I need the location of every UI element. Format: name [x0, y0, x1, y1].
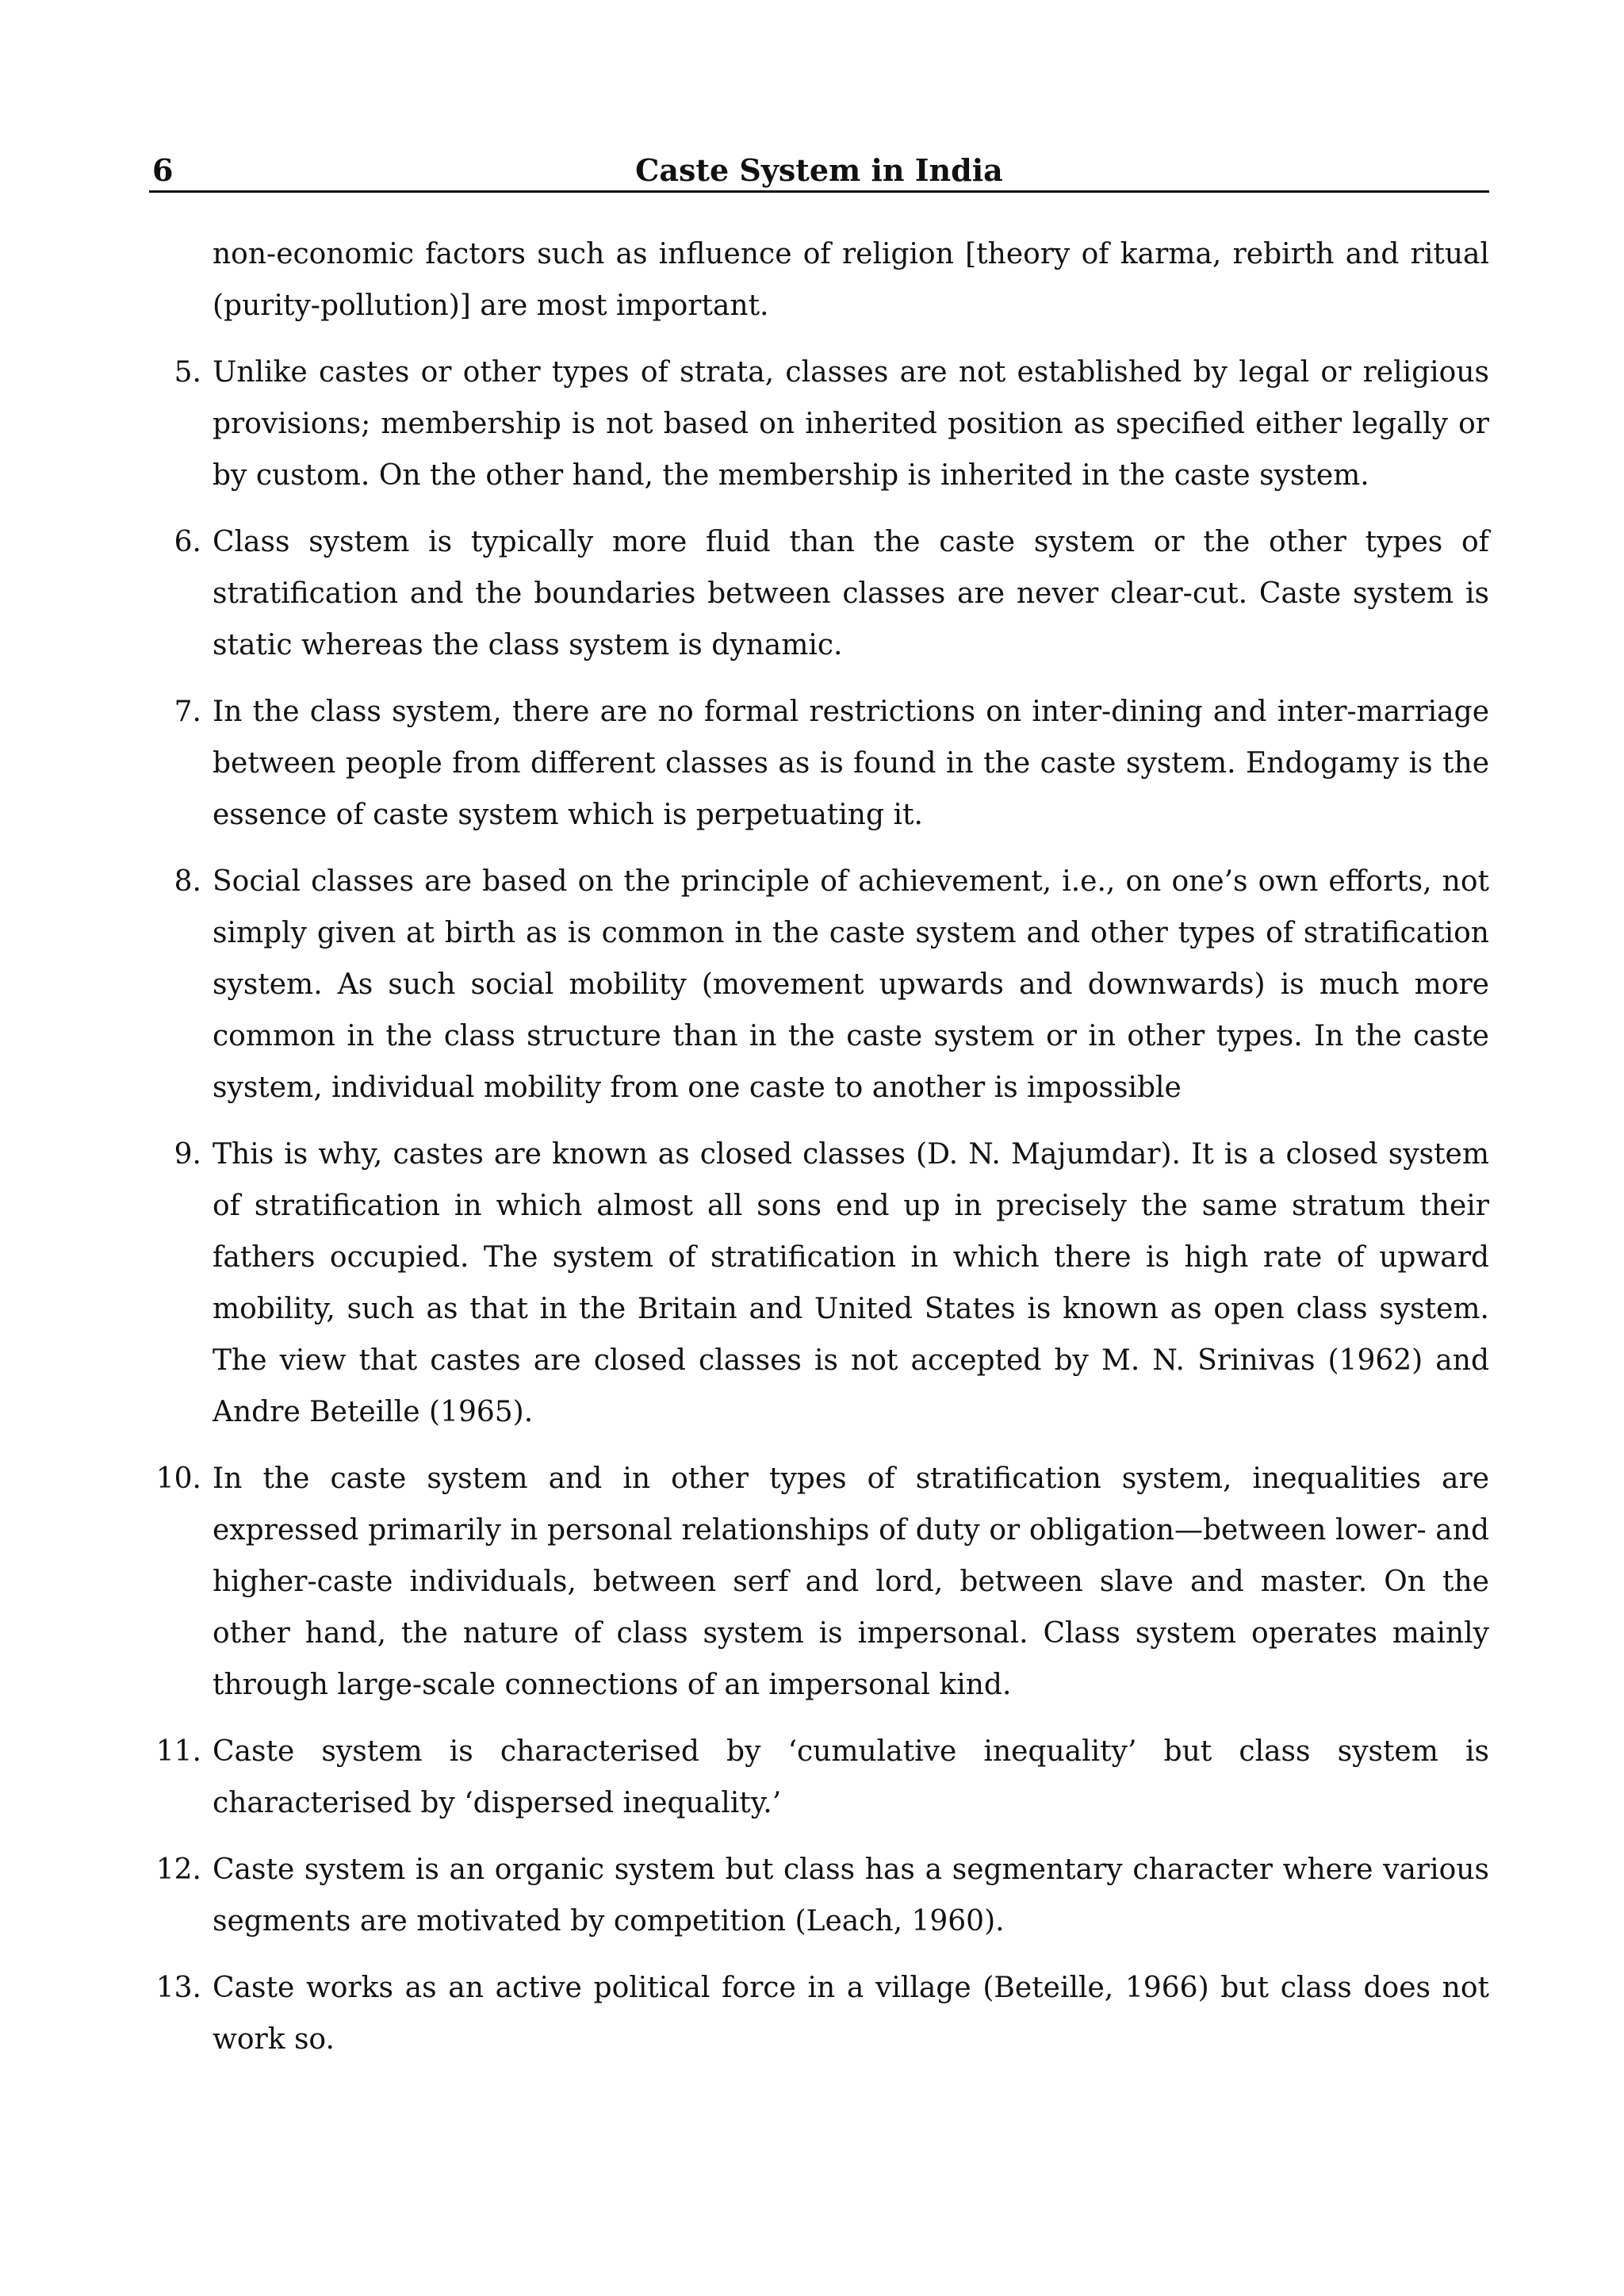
list-item-text: Unlike castes or other types of strata, classes are not established by legal or religious provisions; membership is not based on inherited position as specified either legally or by custom. On the other hand, the membership is inherited in the caste system. — [213, 356, 1489, 492]
running-title: Caste System in India — [635, 152, 1003, 188]
list-item-text: Class system is typically more fluid than the caste system or the other types of stratification and the boundaries between classes are never clear-cut. Caste system is static whereas the class system is dynamic. — [213, 526, 1489, 661]
list-item-text: This is why, castes are known as closed classes (D. N. Majumdar). It is a closed system of stratification in which almost all sons end up in precisely the same stratum their fathers occupied. The system of stratification in which there is high rate of upward mobility, such as that in the Britain and United States is known as open class system. The view that castes are closed classes is not accepted by M. N. Srinivas (1962) and Andre Beteille (1965). — [213, 1138, 1489, 1428]
list-item-12 — [151, 1844, 1489, 1947]
list-item-13 — [151, 1962, 1489, 2065]
list-item-10 — [151, 1453, 1489, 1711]
list-item-7 — [151, 686, 1489, 841]
list-item-number: 9. — [174, 1138, 201, 1171]
list-item-6 — [151, 516, 1489, 671]
list-item-number: 6. — [174, 526, 201, 558]
page-number: 6 — [152, 152, 174, 188]
list-item-5 — [151, 347, 1489, 501]
list-item-text: Caste works as an active political force in a village (Beteille, 1966) but class does not work so. — [213, 1972, 1489, 2056]
continuation-paragraph: non-economic factors such as influence of religion [theory of karma, rebirth and ritual (purity-pollution)] are most important. — [213, 238, 1489, 322]
list-item-number: 5. — [174, 356, 201, 389]
list-item-number: 12. — [155, 1853, 201, 1886]
list-item-number: 11. — [155, 1735, 201, 1768]
list-item-8 — [151, 856, 1489, 1114]
list-item-text: Social classes are based on the principle of achievement, i.e., on one’s own efforts, not simply given at birth as is common in the caste system and other types of stratification system. As such social mobility (movement upwards and downwards) is much more common in the class structure than in the caste system or in other types. In the caste system, individual mobility from one caste to another is impossible — [213, 865, 1489, 1104]
body-text — [151, 228, 1489, 2080]
list-item-text: In the class system, there are no formal restrictions on inter-dining and inter-marriage between people from different classes as is found in the caste system. Endogamy is the essence of caste system which is perpetuating it. — [213, 696, 1489, 831]
list-item-number: 13. — [155, 1972, 201, 2004]
list-item-text: In the caste system and in other types of stratification system, inequalities are expressed primarily in personal relationships of duty or obligation—between lower- and higher-caste individuals, between serf and lord, between slave and master. On the other hand, the nature of class system is impersonal. Class system operates mainly through large-scale connections of an impersonal kind. — [213, 1462, 1489, 1701]
list-item-9 — [151, 1129, 1489, 1438]
running-header — [149, 151, 1489, 193]
list-item-number: 8. — [174, 865, 201, 898]
list-item-number: 10. — [155, 1462, 201, 1495]
list-item-11 — [151, 1726, 1489, 1829]
list-item-text: Caste system is an organic system but class has a segmentary character where various segments are motivated by competition (Leach, 1960). — [213, 1853, 1489, 1938]
list-item-number: 7. — [174, 696, 201, 728]
list-item-text: Caste system is characterised by ‘cumulative inequality’ but class system is characterised by ‘dispersed inequality.’ — [213, 1735, 1489, 1819]
